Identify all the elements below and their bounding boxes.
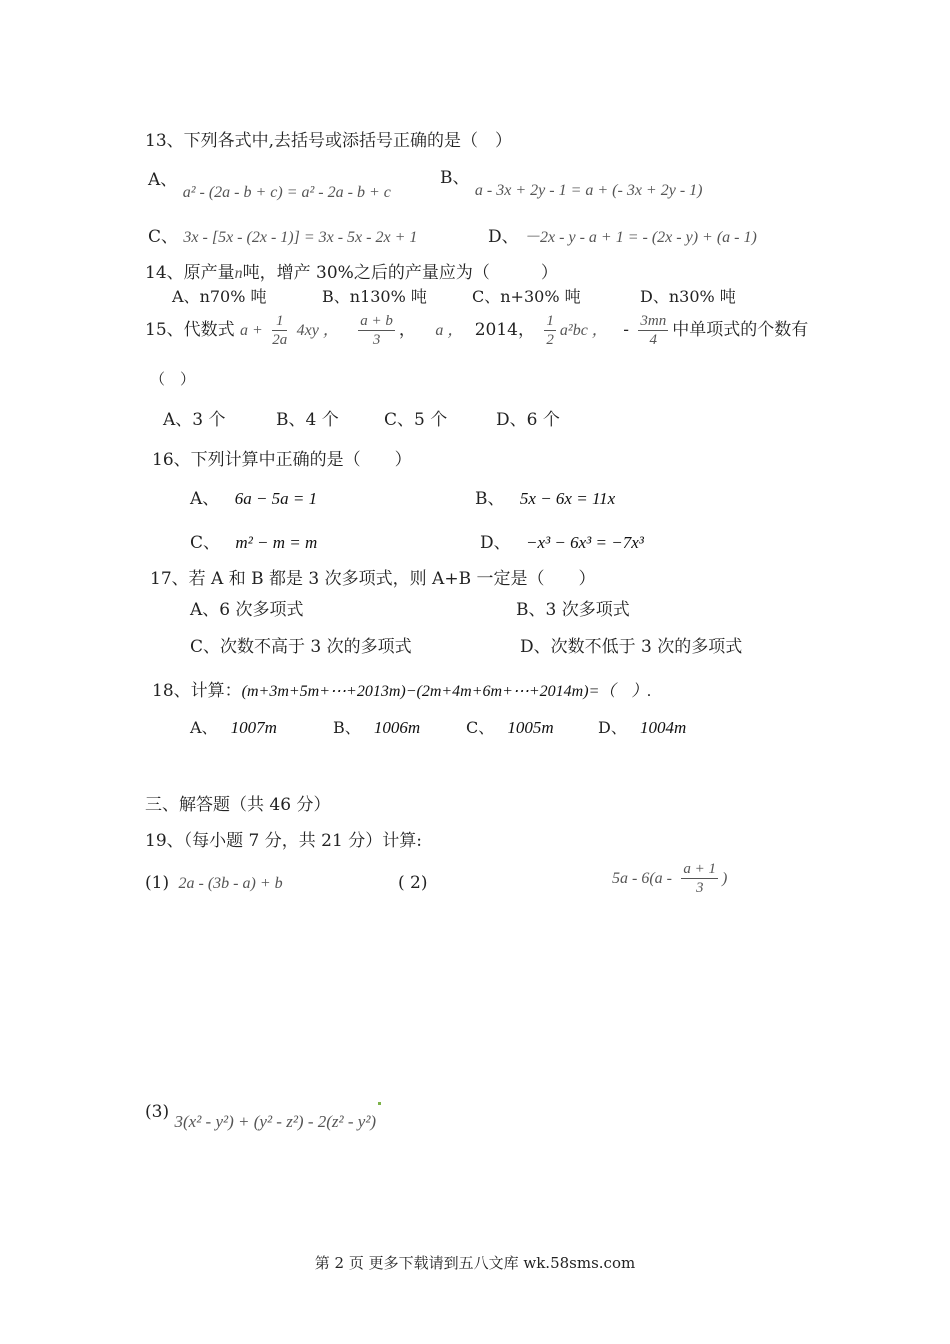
q19-part1 xyxy=(145,873,283,893)
q14-option-d xyxy=(640,284,736,307)
q19-part1-expr: 2a - (3b - a) + b xyxy=(178,875,283,892)
q15-term3-den: 3 xyxy=(372,332,381,348)
q16-option-c xyxy=(190,528,317,553)
q14-option-a xyxy=(172,284,267,307)
q19-part3-label: (3) xyxy=(145,1102,170,1122)
q15-tail: 中单项式的个数有 xyxy=(672,320,809,340)
q19-part2-label: ( 2) xyxy=(398,873,428,893)
q17-option-b: B、3 次多项式 xyxy=(516,600,630,620)
q14-stem xyxy=(145,258,558,283)
q15-term3-num: a + b xyxy=(360,313,393,329)
q15-term2: 4xy ， xyxy=(296,322,339,339)
q16-option-b xyxy=(475,484,615,509)
q14-option-d-value: n30% 吨 xyxy=(668,287,736,306)
q16-option-c-label: C、 xyxy=(190,533,221,553)
q13-option-a-expr: a² - (2a - b + c) = a² - 2a - b + c xyxy=(182,184,391,201)
q15-term6-rest: a²bc ， xyxy=(559,322,608,339)
q18-option-c-label: C、 xyxy=(466,718,495,737)
q15-term1-num: 1 xyxy=(272,312,287,331)
q15-paren: （ ） xyxy=(150,370,196,388)
q13-option-b xyxy=(440,163,703,199)
q17-stem: 17、若 A 和 B 都是 3 次多项式，则 A+B 一定是（ ） xyxy=(150,569,596,589)
q19-part3-expr: 3(x² - y²) + (y² - z²) - 2(z² - y²) xyxy=(174,1112,377,1131)
q18-option-c-value: 1005m xyxy=(507,718,554,737)
section-3-title: 三、解答题（共 46 分） xyxy=(145,795,331,815)
q18-option-a-label: A、 xyxy=(190,718,218,737)
q19-part2-num: a + 1 xyxy=(683,861,717,877)
q13-option-c-expr: 3x - [5x - (2x - 1)] = 3x - 5x - 2x + 1 xyxy=(183,229,418,246)
q16-option-b-label: B、 xyxy=(475,489,505,509)
q15-term7-fraction xyxy=(638,312,668,349)
q17-option-d: D、次数不低于 3 次的多项式 xyxy=(520,637,743,657)
decorative-dot xyxy=(378,1102,381,1105)
q14-option-c-label: C、 xyxy=(472,287,501,306)
q14-option-a-label: A、 xyxy=(172,287,200,306)
q15-option-c: C、5 个 xyxy=(384,410,448,430)
q14-option-a-value: n70% 吨 xyxy=(199,287,267,306)
q14-option-d-label: D、 xyxy=(640,287,669,306)
q18-option-d-value: 1004m xyxy=(639,718,687,737)
q19-part2-expr-pre: 5a - 6(a - xyxy=(612,870,672,887)
q19-stem: 19、（每小题 7 分，共 21 分）计算: xyxy=(145,831,422,851)
q15-option-b: B、4 个 xyxy=(276,410,339,430)
q16-option-d xyxy=(480,528,644,553)
q14-option-c-value: n+30% 吨 xyxy=(500,287,581,306)
q15-term6-den: 2 xyxy=(546,332,554,348)
q17-option-c: C、次数不高于 3 次的多项式 xyxy=(190,637,412,657)
q14-option-b-value: n130% 吨 xyxy=(349,287,427,306)
q18-option-d xyxy=(598,715,686,738)
q15-term4: a ， xyxy=(435,322,464,339)
q15-term7-den: 4 xyxy=(649,332,658,348)
q15-term7-num: 3mn xyxy=(640,313,667,329)
q16-option-a-expr: 6a − 5a = 1 xyxy=(234,489,318,508)
q18-option-b-label: B、 xyxy=(333,718,361,737)
q18-stem-text: 18、计算： xyxy=(152,681,242,701)
q14-stem-n: n xyxy=(234,265,243,282)
q13-stem: 13、下列各式中,去括号或添括号正确的是（ ） xyxy=(145,131,513,151)
q18-option-a-value: 1007m xyxy=(230,718,277,737)
q19-part2-den: 3 xyxy=(695,880,704,896)
page-footer: 第 2 页 更多下载请到五八文库 wk.58sms.com xyxy=(314,1254,636,1272)
q19-part1-label: (1) xyxy=(145,873,170,893)
q13-option-c xyxy=(148,222,417,247)
q15-term7-sign: - xyxy=(623,320,629,340)
q13-option-b-label: B、 xyxy=(440,168,470,188)
q19-part2-fraction xyxy=(681,860,718,897)
q13-option-a-label: A、 xyxy=(148,170,178,190)
q18-option-d-label: D、 xyxy=(598,718,627,737)
q15-term6-num: 1 xyxy=(546,313,554,329)
q16-stem: 16、下列计算中正确的是（ ） xyxy=(152,450,412,470)
q15-term1-fraction xyxy=(272,312,287,349)
q16-option-b-expr: 5x − 6x = 11x xyxy=(519,489,616,508)
q18-option-b-value: 1006m xyxy=(373,718,421,737)
q15-term3-fraction xyxy=(358,312,395,349)
q13-option-d-label: D、 xyxy=(488,227,519,247)
q18-expr: (m+3m+5m+⋯+2013m)−(2m+4m+6m+⋯+2014m)=（ ）. xyxy=(241,683,652,700)
q18-option-c xyxy=(466,715,554,738)
q18-option-a xyxy=(190,715,277,738)
q13-option-d-expr: －2x - y - a + 1 = - (2x - y) + (a - 1) xyxy=(524,229,757,246)
q16-option-a xyxy=(190,484,317,509)
q19-part3 xyxy=(145,1102,381,1131)
q15-stem: 15、代数式 a + $\frac{1}{2a}$ 4xy ， $\frac{a + b}{3}$ ， a ， 2014， $\frac{1}{2}$ a²bc ， - $\frac{3mn}{4}$ 中单项式的个数有 xyxy=(145,313,809,348)
q15-term1: a + xyxy=(240,322,263,339)
q13-option-d xyxy=(488,222,757,247)
q13-option-a xyxy=(148,165,391,201)
q16-option-d-label: D、 xyxy=(480,533,511,553)
q14-stem-part1: 14、原产量 xyxy=(145,263,235,283)
q16-option-a-label: A、 xyxy=(190,489,220,509)
q14-option-c xyxy=(472,284,581,307)
q16-option-d-expr: −x³ − 6x³ = −7x³ xyxy=(526,533,644,552)
q15-term5: 2014， xyxy=(474,320,535,340)
q17-option-a: A、6 次多项式 xyxy=(190,600,304,620)
q15-option-a: A、3 个 xyxy=(163,410,226,430)
q15-option-d: D、6 个 xyxy=(496,410,560,430)
q15-stem-text: 15、代数式 xyxy=(145,320,235,340)
q14-option-b-label: B、 xyxy=(322,287,350,306)
q13-option-c-label: C、 xyxy=(148,227,179,247)
q16-option-c-expr: m² − m = m xyxy=(235,533,318,552)
q13-option-b-expr: a - 3x + 2y - 1 = a + (- 3x + 2y - 1) xyxy=(474,182,703,199)
q19-part2-close: ) xyxy=(722,870,728,887)
q14-option-b xyxy=(322,284,427,307)
q18-stem xyxy=(152,676,651,701)
q19-part2-expr xyxy=(612,858,727,899)
q15-term1-den: 2a xyxy=(272,332,288,348)
q18-option-b xyxy=(333,715,420,738)
q15-term6-fraction xyxy=(544,312,556,349)
q14-stem-part2: 吨，增产 30%之后的产量应为（ ） xyxy=(242,263,558,283)
